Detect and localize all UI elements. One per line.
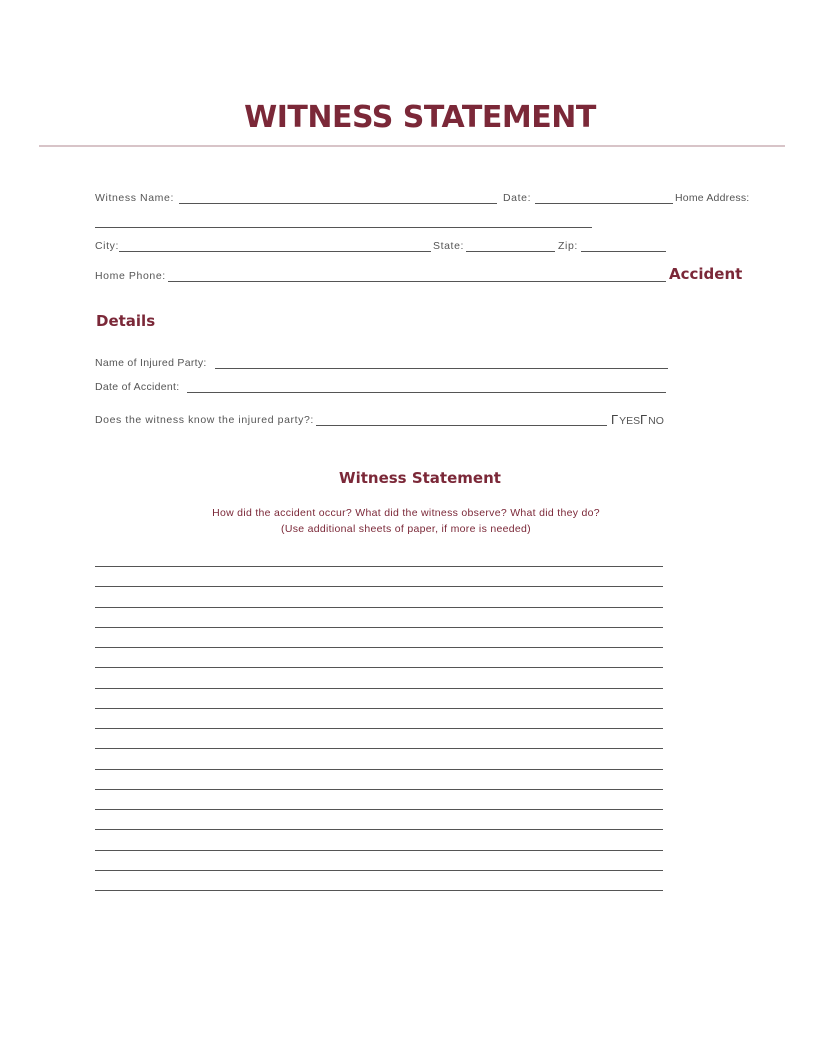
zip-label: Zip: [558, 240, 578, 252]
no-label: NO [648, 415, 664, 427]
no-option[interactable] [640, 412, 664, 427]
statement-line[interactable] [95, 829, 663, 830]
yes-checkbox-icon[interactable]: Γ [611, 412, 619, 427]
home-phone-field[interactable] [168, 281, 666, 282]
city-field[interactable] [119, 251, 431, 252]
statement-line[interactable] [95, 890, 663, 891]
witness-statement-heading: Witness Statement [339, 469, 501, 487]
know-injured-party-field[interactable] [316, 425, 607, 426]
know-injured-party-label: Does the witness know the injured party?: [95, 414, 314, 426]
state-label: State: [433, 240, 465, 252]
state-field[interactable] [466, 251, 555, 252]
city-label: City: [95, 240, 119, 252]
statement-line[interactable] [95, 728, 663, 729]
date-of-accident-label: Date of Accident: [95, 381, 180, 393]
injured-party-label: Name of Injured Party: [95, 357, 207, 369]
title-divider [39, 145, 785, 147]
zip-field[interactable] [581, 251, 666, 252]
statement-line[interactable] [95, 870, 663, 871]
statement-note: (Use additional sheets of paper, if more is needed) [281, 523, 531, 535]
statement-line[interactable] [95, 708, 663, 709]
witness-name-field[interactable] [179, 203, 497, 204]
accident-heading: Accident [669, 265, 743, 283]
statement-line[interactable] [95, 769, 663, 770]
injured-party-field[interactable] [215, 368, 668, 369]
yes-option[interactable] [611, 412, 640, 427]
details-heading: Details [96, 312, 156, 330]
statement-line[interactable] [95, 566, 663, 567]
witness-name-label: Witness Name: [95, 192, 174, 204]
statement-prompt: How did the accident occur? What did the witness observe? What did they do? [212, 507, 600, 519]
statement-line[interactable] [95, 850, 663, 851]
date-label: Date: [503, 192, 532, 204]
home-phone-label: Home Phone: [95, 270, 166, 282]
statement-line[interactable] [95, 688, 663, 689]
statement-line[interactable] [95, 607, 663, 608]
no-checkbox-icon[interactable]: Γ [640, 412, 648, 427]
statement-line[interactable] [95, 809, 663, 810]
page-title: WITNESS STATEMENT [244, 100, 596, 135]
home-address-field[interactable] [95, 227, 592, 228]
statement-line[interactable] [95, 647, 663, 648]
home-address-label: Home Address: [675, 192, 750, 204]
statement-line[interactable] [95, 627, 663, 628]
yes-label: YES [619, 415, 641, 427]
statement-line[interactable] [95, 586, 663, 587]
statement-line[interactable] [95, 748, 663, 749]
statement-line[interactable] [95, 789, 663, 790]
statement-line[interactable] [95, 667, 663, 668]
date-field[interactable] [535, 203, 673, 204]
date-of-accident-field[interactable] [187, 392, 666, 393]
